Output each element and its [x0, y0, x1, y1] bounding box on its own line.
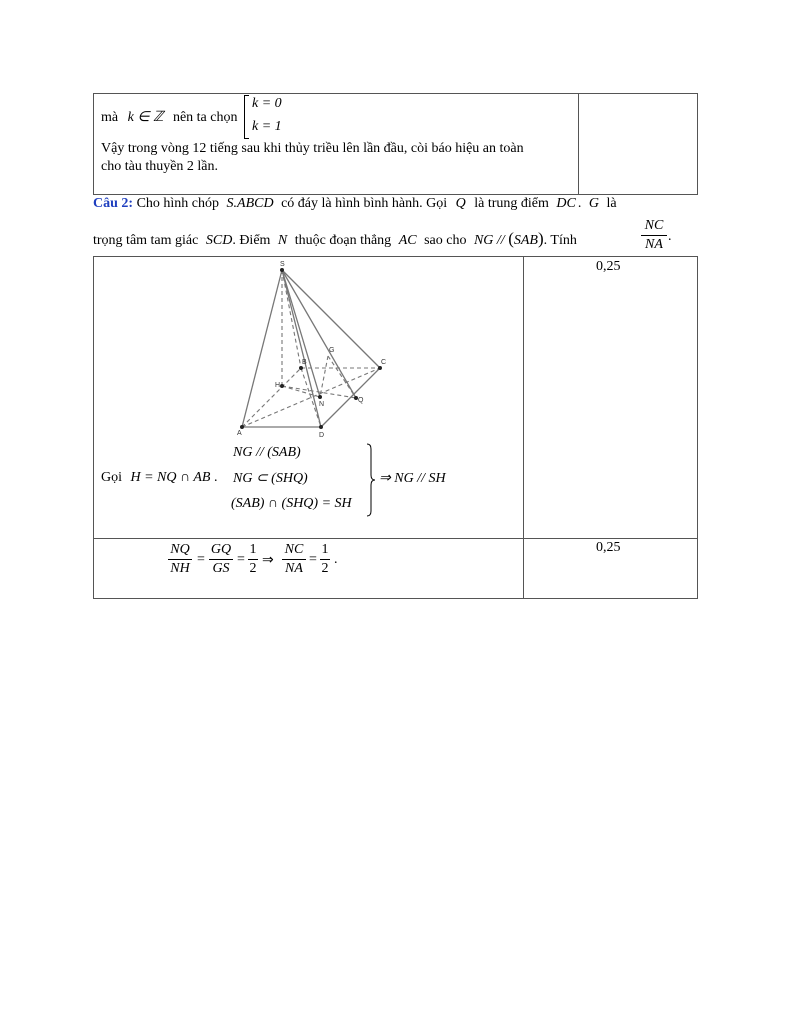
implies: ⇒ [262, 553, 274, 568]
frac-nq-nh: NQ NH [168, 542, 192, 577]
label-B: B [302, 359, 307, 366]
label-S: S [280, 261, 285, 268]
row1-score: 0,25 [596, 259, 621, 274]
label-D: D [319, 432, 325, 439]
edge-SA [242, 270, 282, 427]
case-k0: k = 0 [252, 96, 282, 111]
question-line-1: Câu 2: Cho hình chóp S.ABCD có đáy là hình bình hành. Gọi Q là trung điểm DC . G là [93, 196, 617, 211]
edge-SD [282, 270, 321, 427]
frac-nc-na: NC NA [282, 542, 306, 577]
label-H: H [275, 382, 281, 389]
k-in-z: k ∈ ℤ [127, 110, 164, 125]
system-line-1: NG // (SAB) [233, 445, 301, 460]
edge-HN [282, 386, 320, 397]
label-N: N [319, 401, 325, 408]
row2-period: . [334, 552, 338, 567]
point-C [378, 366, 382, 370]
edge-SB [282, 270, 301, 368]
system-brace [366, 443, 376, 517]
choose-text: nên ta chọn [172, 110, 238, 125]
case-bracket [244, 95, 249, 139]
question-label: Câu 2: [93, 196, 134, 211]
edge-GQ [328, 356, 356, 398]
table-2-divider [523, 256, 524, 599]
point-N [318, 395, 322, 399]
label-Q: Q [358, 397, 364, 404]
frac-gq-gs: GQ GS [210, 542, 232, 576]
question-fraction: NC NA [641, 218, 667, 253]
conclusion-line-2: cho tàu thuyền 2 lần. [101, 159, 219, 174]
row1-goi: Gọi H = NQ ∩ AB . [101, 470, 218, 485]
point-B [299, 366, 303, 370]
eq-3: = [309, 552, 317, 567]
label-G: G [329, 347, 335, 354]
condition-line: mà k ∈ ℤ nên ta chọn [101, 110, 238, 125]
label-C: C [381, 359, 387, 366]
table-1-divider [578, 93, 579, 195]
eq-2: = [237, 552, 245, 567]
label-A: A [237, 430, 242, 437]
point-A [240, 425, 244, 429]
edge-AB [242, 368, 301, 427]
edge-SQ [282, 270, 356, 398]
system-line-3: (SAB) ∩ (SHQ) = SH [231, 496, 352, 511]
conclusion-line-1: Vậy trong vòng 12 tiếng sau khi thủy triều lên lần đầu, còi báo hiệu an toàn [101, 141, 524, 156]
case-k1: k = 1 [252, 119, 282, 134]
system-line-2: NG ⊂ (SHQ) [233, 471, 308, 486]
system-result: ⇒ NG // SH [379, 471, 446, 486]
pyramid-figure [230, 260, 400, 440]
point-S [280, 268, 284, 272]
question-period: . [668, 229, 672, 244]
frac-1-2-a: 1 2 [249, 542, 257, 576]
table-2-row-separator [93, 538, 698, 539]
frac-1-2-b: 1 2 [321, 542, 329, 576]
edge-BD [301, 368, 321, 427]
point-H [280, 384, 284, 388]
question-line-2: trọng tâm tam giác SCD. Điểm N thuộc đoạn thẳng AC sao cho NG // (SAB). Tính [93, 229, 577, 248]
eq-1: = [197, 552, 205, 567]
point-D [319, 425, 323, 429]
edge-DC [321, 368, 380, 427]
row2-score: 0,25 [596, 540, 621, 555]
